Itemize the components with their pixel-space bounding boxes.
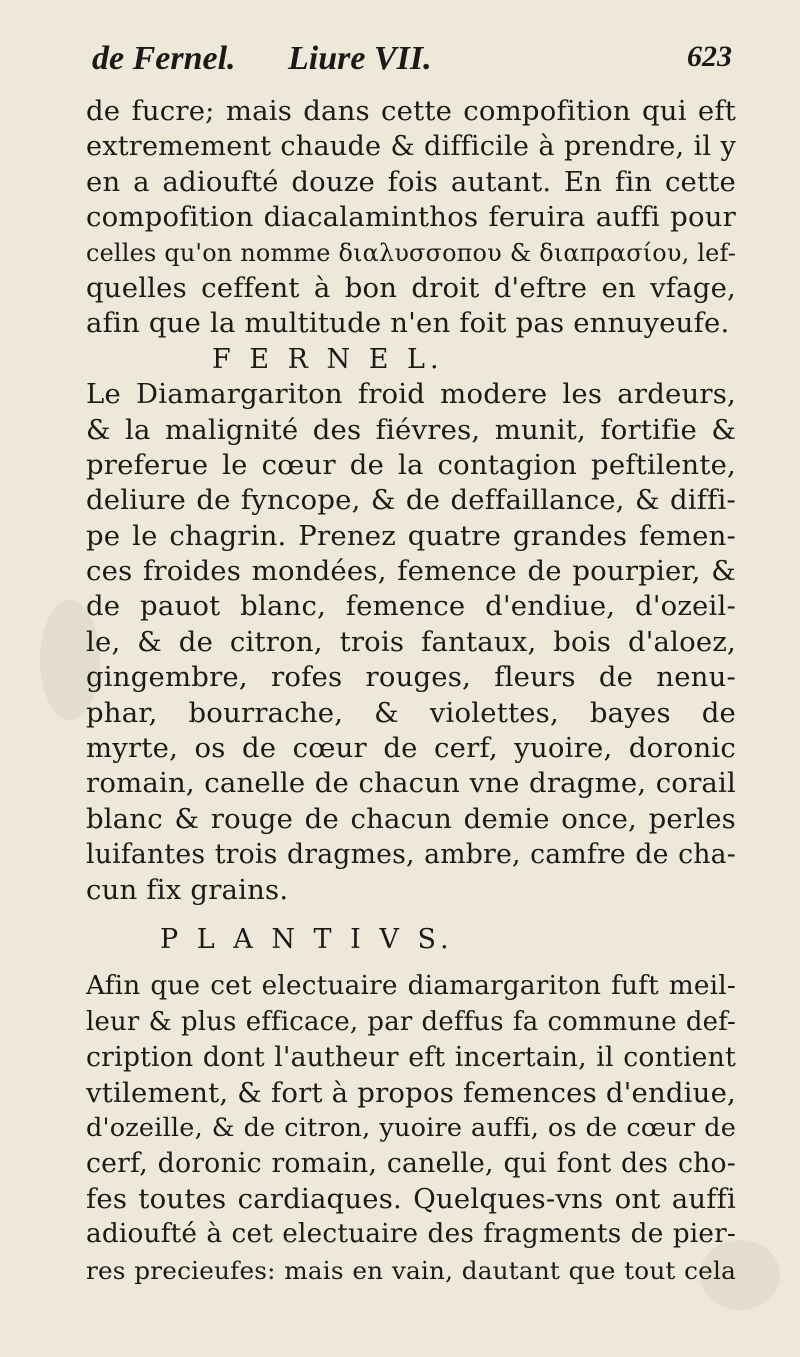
- text-line: myrte, os de cœur de cerf, yuoire, doronic: [86, 732, 736, 765]
- text-line: adioufté à cet electuaire des fragments de pier-: [86, 1219, 736, 1250]
- text-line: celles qu'on nomme διαλυσσοπου & διαπρασίου, lef-: [86, 238, 736, 267]
- text-line: de pauot blanc, femence d'endiue, d'ozeil-: [86, 590, 736, 623]
- running-header: [92, 40, 732, 90]
- text-line: afin que la multitude n'en foit pas ennuyeufe.: [86, 307, 730, 340]
- text-line: gingembre, rofes rouges, fleurs de nenu-: [86, 661, 736, 694]
- text-line: fes toutes cardiaques. Quelques-vns ont auffi: [86, 1182, 736, 1215]
- text-line: cun fix grains.: [86, 873, 289, 906]
- text-line: preferue le cœur de la contagion peftilente,: [86, 448, 736, 481]
- text-line: de fucre; mais dans cette compofition qui eft: [86, 95, 736, 127]
- text-line: deliure de fyncope, & de deffaillance, & diffi-: [86, 484, 736, 517]
- text-line: res precieufes: mais en vain, dautant que tout cela: [86, 1255, 736, 1285]
- text-line: leur & plus efficace, par deffus fa commune def-: [86, 1006, 736, 1037]
- text-line: vtilement, & fort à propos femences d'endiue,: [86, 1076, 736, 1109]
- text-line: quelles ceffent à bon droit d'eftre en vfage,: [86, 271, 736, 304]
- text-line: compofition diacalaminthos feruira auffi pour: [86, 201, 736, 234]
- text-line: blanc & rouge de chacun demie once, perles: [86, 802, 736, 835]
- text-line: Le Diamargariton froid modere les ardeurs,: [86, 378, 736, 411]
- text-line: ces froides mondées, femence de pourpier, &: [86, 555, 736, 588]
- page-number: 623: [687, 40, 732, 73]
- text-line: romain, canelle de chacun vne dragme, corail: [86, 767, 736, 800]
- header-author: de Fernel.: [92, 40, 236, 77]
- section-heading: P L A N T I V S.: [160, 923, 454, 955]
- section-heading: F E R N E L.: [212, 343, 444, 375]
- text-line: luifantes trois dragmes, ambre, camfre de cha-: [86, 839, 736, 871]
- text-line: phar, bourrache, & violettes, bayes de: [86, 696, 736, 729]
- body-text: [86, 94, 736, 1288]
- text-line: extremement chaude & difficile à prendre, il y: [86, 131, 736, 163]
- text-line: cerf, doronic romain, canelle, qui font des cho-: [86, 1148, 736, 1180]
- header-book: Liure VII.: [288, 40, 432, 77]
- text-line: & la malignité des fiévres, munit, fortifie &: [86, 413, 736, 446]
- text-line: en a adioufté douze fois autant. En fin cette: [86, 165, 736, 198]
- text-line: pe le chagrin. Prenez quatre grandes femen-: [86, 519, 736, 552]
- text-line: d'ozeille, & de citron, yuoire auffi, os de cœur de: [86, 1112, 736, 1143]
- text-line: Afin que cet electuaire diamargariton fuft meil-: [86, 971, 736, 1002]
- text-line: cription dont l'autheur eft incertain, il contient: [86, 1042, 736, 1074]
- text-line: le, & de citron, trois fantaux, bois d'aloez,: [86, 625, 736, 658]
